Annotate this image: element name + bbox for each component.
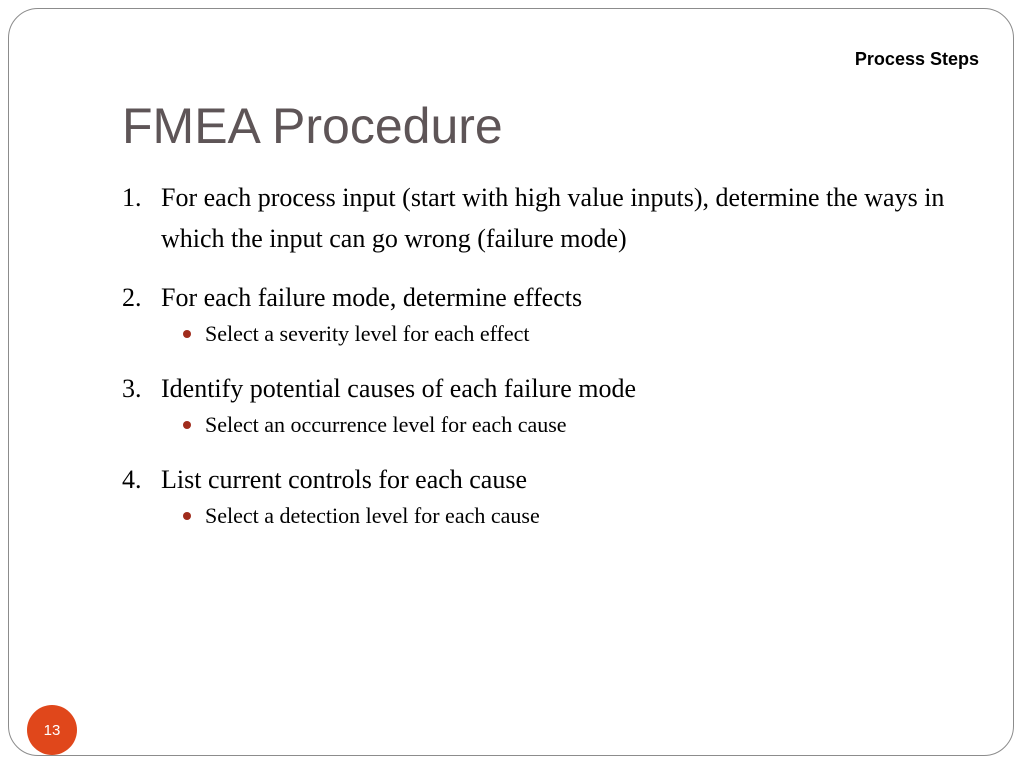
step-number: 3.: [122, 374, 142, 403]
slide: [8, 8, 1014, 756]
step-text: List current controls for each cause: [161, 465, 528, 494]
step-item: [122, 459, 962, 532]
sub-item: [161, 409, 962, 441]
slide-title: FMEA Procedure: [122, 98, 503, 154]
step-number: 1.: [122, 183, 142, 212]
sub-list: [161, 409, 962, 441]
page-number-badge: 13: [27, 705, 77, 755]
step-number: 2.: [122, 283, 142, 312]
sub-item: [161, 318, 962, 350]
sub-item-text: Select a severity level for each effect: [205, 321, 530, 346]
step-text: Identify potential causes of each failure mode: [161, 374, 637, 403]
steps-list: [122, 177, 962, 550]
sub-item-text: Select an occurrence level for each cause: [205, 412, 567, 437]
sub-item: [161, 500, 962, 532]
bullet-dot-icon: [183, 330, 191, 338]
step-number: 4.: [122, 465, 142, 494]
step-text: For each process input (start with high value inputs), determine the ways in which the input can go wrong (failure mode): [161, 183, 945, 253]
sub-item-text: Select a detection level for each cause: [205, 503, 540, 528]
bullet-dot-icon: [183, 421, 191, 429]
step-text: For each failure mode, determine effects: [161, 283, 583, 312]
step-item: [122, 177, 962, 259]
sub-list: [161, 318, 962, 350]
sub-list: [161, 500, 962, 532]
step-item: [122, 277, 962, 350]
step-item: [122, 368, 962, 441]
bullet-dot-icon: [183, 512, 191, 520]
section-label: Process Steps: [854, 49, 979, 69]
